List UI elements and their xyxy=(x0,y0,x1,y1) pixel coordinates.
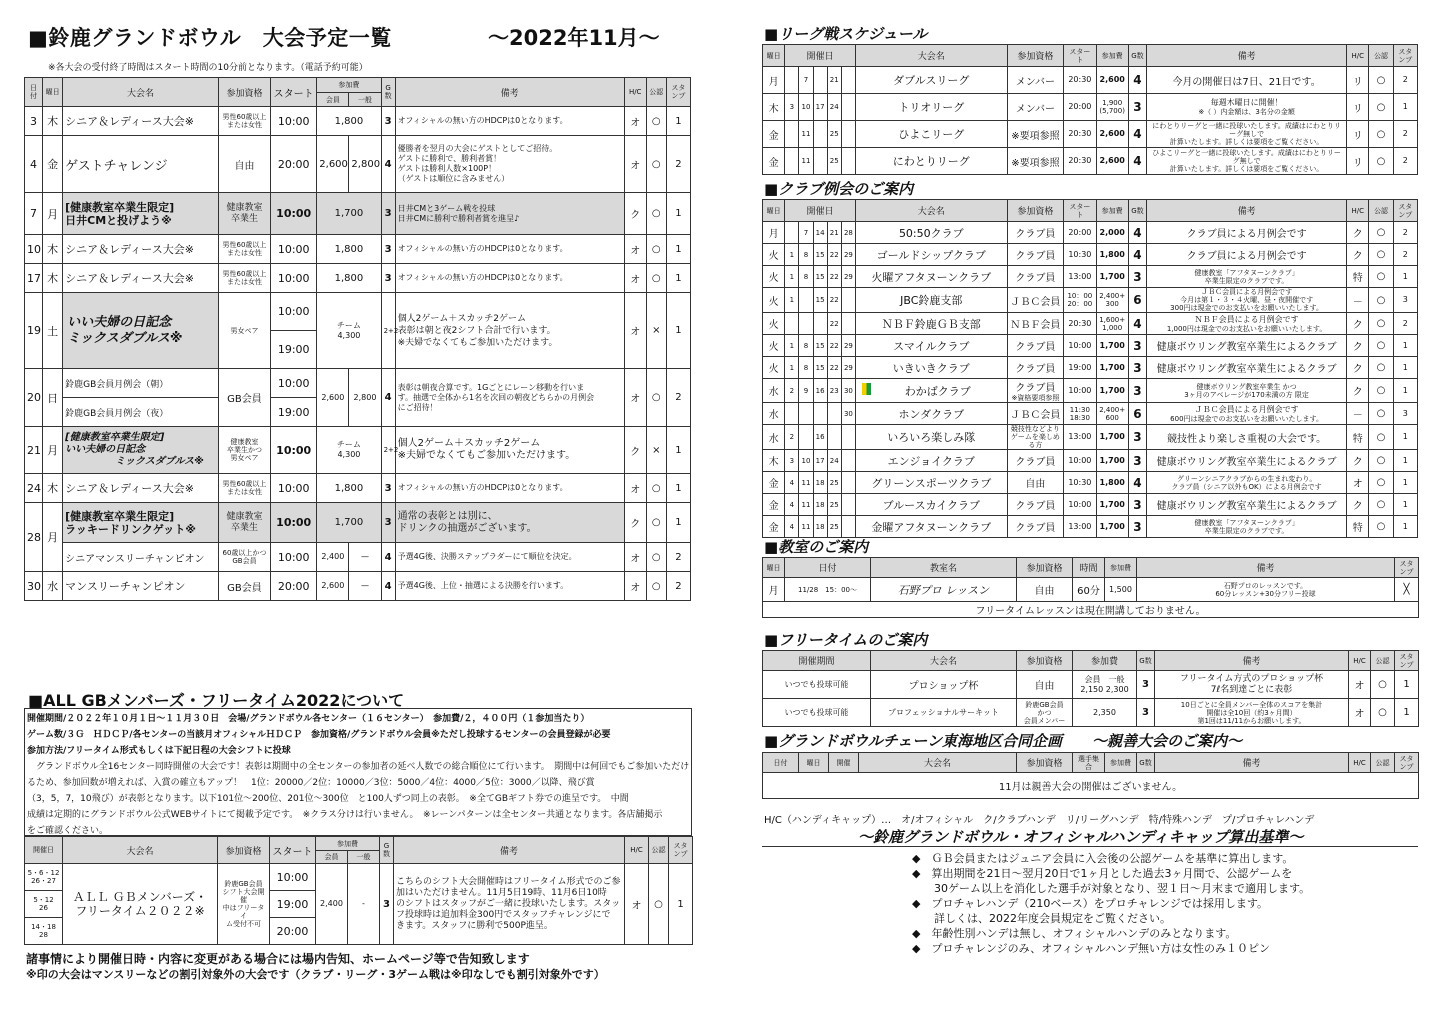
allgb-info-box: 開催期間/２０２２年１０月１日～１１月３０日 会場/グランドボウル各センター（１６センター） 参加費/２，４００円（１参加当たり） ゲーム数/３Ｇ ＨＤＣＰ/各センターの当該月オフィシャルＨＤＣＰ 参加資格/グランドボウル会員※ただし投球するセンターの会員登録が必要 参加方法/フリータイム形式もしくは下記日程の大会シフトに投球 グランドボウル全16センター同時開催の大会です！表彰は期間中の全センターの参加者の延べ人数での総合順位にて行います。 期間中は何回でもご参加いただけ るため、参加回数が増えれば、入賞の確立もアップ！ 1位：20000／2位：10000／3位：5000／4位：4000／5位：3000／以降、飛び賞 （3，5，7，10飛び）が表彰となります。以下101位～200位、201位～300位 と100人ずつ同上の表彰。 ※全てGBギフト券での進呈です。 中間 成績は定期的にグランドボウル公式WEBサイトにて掲載予定です。 ※クラス分けは行いません。 ※レーンパターンは全センター共通となります。各店舗掲示 をご確認ください。 xyxy=(24,708,692,836)
table-row: 3 木 シニア＆レディース大会※ 男性60歳以上または女性 10:00 1,800 3 オフィシャルの無い方のHDCPは0となります。 オ ○ 1 xyxy=(25,107,691,136)
table-row: 月 7 14 21 28 50:50クラブ クラブ員 20:00 2,000 4 クラブ員による月例会です ク ○ 2 xyxy=(763,222,1418,244)
table-row: 4 金 ゲストチャレンジ 自由 20:00 2,600 2,800 4 優勝者を翌月の大会にゲストとしてご招待。 ゲストに勝利で、勝利者賞！ ゲストは勝利人数×100P！ （ゲストは順位に含みません） オ ○ 2 xyxy=(25,136,691,193)
page-month: ～2022年11月～ xyxy=(488,26,660,50)
table-row: いつでも投球可能 プロフェッショナルサーキット 鈴鹿GB会員 かつ 会員メンバー 2,350 3 10日ごとに全員メンバー全体のスコアを集計 開催は全10回（約3ヶ月間） 第1回は11/11からお願いします。 オ ○ 1 xyxy=(763,699,1419,727)
col-g: G数 xyxy=(381,78,395,107)
lesson-title: ■教室のご案内 xyxy=(764,538,869,556)
col-weekday: 曜日 xyxy=(43,78,63,107)
table-row: 火 1 15 22 JBC鈴鹿支部 ＪＢＣ会員 10：00 20：00 2,400+ 300 6 ＪＢＣ会員による月例会です 今月は第１・３・４火曜、昼・夜開催です 300円は現金でのお支払いをお願いいたします。 － ○ 3 xyxy=(763,288,1418,313)
free-table: 開催期間 大会名 参加資格 参加費 G数 備考 H/C 公認 スタンプ いつでも投球可能 プロショップ杯 自由 会員 一般 2,150 2,300 3 フリータイム方式のプロショップ杯 7ℓ名到達ごとに表彰 オ ○ 1 いつでも投球可能 プロフェッショナルサーキット 鈴鹿GB会員 かつ 会員メンバー 2,350 3 10日ごとに全員メンバー全体のスコアを集計 開催は全10回（約3ヶ月間） 第1回は11/11からお願いします。 オ ○ 1 xyxy=(762,650,1419,727)
table-row: 火 1 8 15 22 29 ゴールドシップクラブ クラブ員 10:30 1,800 4 クラブ員による月例会です ク ○ 2 xyxy=(763,244,1418,266)
tokai-empty: 11月は親善大会の開催はございません。 xyxy=(763,773,1419,799)
table-row: 17 木 シニア＆レディース大会※ 男性60歳以上または女性 10:00 1,800 3 オフィシャルの無い方のHDCPは0となります。 オ ○ 1 xyxy=(25,264,691,293)
table-row: 金 4 11 18 25 ブルースカイクラブ クラブ員 10:00 1,700 3 健康ボウリング教室卒業生によるクラブ ク ○ 1 xyxy=(763,494,1418,516)
hdcp-rules: ◆ ＧＢ会員またはジュニア会員に入会後の公認ゲームを基準に算出します。 ◆ 算出期間を21日～翌月20日で1ヶ月とした過去3ヶ月間で、公認ゲームを 30ゲーム以上を消化した選手が対象となり、翌１日～月末まで適用します。 ◆ プロチャレハンデ（210ベース）をプロチャレンジでは採用します。 詳しくは、2022年度会員規定をご覧ください。 ◆ 年齢性別ハンデは無し、オフィシャルハンデのみとなります。 ◆ プロチャレンジのみ、オフィシャルハンデ無い方は女性のみ１０ピン xyxy=(912,852,1311,955)
table-row: 20 日 鈴鹿GB会員月例会（朝） GB会員 10:00 2,600 2,800 4 表彰は朝夜合算です。1Gごとにレーン移動を行いま す。抽選で全体から1名を次回の朝夜どちらかの月例会 にご招待！ オ ○ 2 xyxy=(25,369,691,398)
table-row: 金 11 25 ひよこリーグ ※要項参照 20:30 2,600 4 にわとりリーグと一緒に投球いたします。成績はにわとりリーグ無しで 計算いたします。詳しくは要項をご覧ください。 リ ○ 2 xyxy=(763,121,1418,148)
table-row: 28 月 [健康教室卒業生限定] ラッキードリンクゲット※ 健康教室 卒業生 10:00 1,700 3 通常の表彰とは別に、 ドリンクの抽選がございます。 ク ○ 1 xyxy=(25,503,691,543)
table-row: 火 1 8 15 22 29 スマイルクラブ クラブ員 10:00 1,700 3 健康ボウリング教室卒業生によるクラブ ク ○ 1 xyxy=(763,335,1418,357)
col-hc: H/C xyxy=(624,78,646,107)
col-note: 備考 xyxy=(395,78,624,107)
table-row: 19 土 いい夫婦の日記念 ミックスダブルス※ 男女ペア 10:00 チーム 4,300 2+2 個人2ゲーム＋スカッチ2ゲーム 表彰は朝と夜2シフト合計で行います。 ※夫婦でなくてもご参加いただけます。 オ × 1 xyxy=(25,293,691,331)
col-fee: 参加費 xyxy=(317,78,381,93)
col-stamp: スタンプ xyxy=(666,78,690,107)
hdcp-divider xyxy=(762,846,1418,847)
table-row: 7 月 [健康教室卒業生限定] 日井CMと投げよう※ 健康教室 卒業生 10:00 1,700 3 日井CMと3ゲーム戦を投球 日井CMに勝利で勝利者賞を進呈♪ ク ○ 1 xyxy=(25,193,691,235)
hc-legend: H/C（ハンディキャップ）… オ/オフィシャル ク/クラブハンデ リ/リーグハンデ 特/特殊ハンデ プ/プロチャレハンデ xyxy=(764,815,1315,826)
table-row: 木 3 10 17 24 トリオリーグ メンバー 20:00 1,900 (5,700) 3 毎週木曜日に開催！ ※（ ）内金額は、3名分の金額 リ ○ 1 xyxy=(763,94,1418,121)
footer-note-2: ※印の大会はマンスリーなどの割引対象外の大会です（クラブ・リーグ・3ゲーム戦は※印なしでも割引対象外です） xyxy=(26,968,605,981)
free-title: ■フリータイムのご案内 xyxy=(764,631,928,649)
table-row: 金 4 11 18 25 金曜アフタヌーンクラブ クラブ員 13:00 1,700 3 健康教室「アフタヌーンクラブ」 卒業生限定のクラブです。 特 ○ 1 xyxy=(763,516,1418,538)
table-row: 木 3 10 17 24 エンジョイクラブ クラブ員 10:00 1,700 3 健康ボウリング教室卒業生によるクラブ ク ○ 1 xyxy=(763,450,1418,472)
col-qual: 参加資格 xyxy=(218,78,270,107)
table-row: 火 22 ＮＢＦ鈴鹿ＧＢ支部 ＮＢＦ会員 20:30 1,600+ 1,000 4 ＮＢＦ会員による月例会です 1,000円は現金でのお支払いをお願いいたします。 ク ○ 2 xyxy=(763,313,1418,335)
table-row: 24 木 シニア＆レディース大会※ 男性60歳以上または女性 10:00 1,800 3 オフィシャルの無い方のHDCPは0となります。 オ ○ 1 xyxy=(25,474,691,503)
table-row: 火 1 8 15 22 29 火曜アフタヌーンクラブ クラブ員 13:00 1,700 3 健康教室「アフタヌーンクラブ」 卒業生限定のクラブです。 特 ○ 1 xyxy=(763,266,1418,288)
league-table: 曜日 開催日 大会名 参加資格 スタート 参加費 G数 備考 H/C 公認 スタンプ 月 7 21 ダブルスリーグ メンバー 20:30 2,600 4 今月の開催日は7日、21日です。 リ ○ 2 木 3 10 17 24 トリオリーグ メンバー 20:00 1,900 (5,700) 3 毎週木曜日に開催！ ※（ ）内金額は、3名分の金額 リ ○ 1 金 11 25 ひよこリーグ ※要項参照 20:30 2,600 4 にわとりリーグと一緒に投球いたします。成績はにわとりリーグ無しで 計算いたします。詳しくは要項をご覧ください。 リ ○ 2 金 11 25 にわとりリーグ ※要項参照 20:30 2,600 4 ひよこリーグと一緒に投球いたします。成績はにわとりリーグ無しで 計算いたします。詳しくは要項をご覧ください。 リ ○ 2 xyxy=(762,44,1418,175)
club-table: 曜日 開催日 大会名 参加資格 スタート 参加費 G数 備考 H/C 公認 スタンプ 月 7 14 21 28 50:50クラブ クラブ員 20:00 2,000 4 クラブ員による月例会です ク ○ 2 火 1 8 15 22 29 ゴールドシップクラブ クラブ員 10:30 1,800 4 クラブ員による月例会です ク ○ 2 火 1 8 15 22 29 火曜アフタヌーンクラブ クラブ員 13:00 1,700 3 健康教室「アフタヌーンクラブ」 卒業生限定のクラブです。 特 ○ 1 火 1 15 22 JBC鈴鹿支部 ＪＢＣ会員 10：00 20：00 2,400+ 300 6 ＪＢＣ会員による月例会です 今月は第１・３・４火曜、昼・夜開催です 300円は現金でのお支払いをお願いいたします。 － ○ 3 火 22 ＮＢＦ鈴鹿ＧＢ支部 ＮＢＦ会員 20:30 1,600+ 1,000 4 ＮＢＦ会員による月例会です 1,000円は現金でのお支払いをお願いいたします。 ク ○ 2 火 1 8 15 22 29 スマイルクラブ クラブ員 10:00 1,700 3 健康ボウリング教室卒業生によるクラブ ク ○ 1 火 1 8 15 22 29 いきいきクラブ クラブ員 19:00 1,700 3 健康ボウリング教室卒業生によるクラブ ク ○ 1 水 2 9 16 23 30 わかばクラブ クラブ員 ※資格要項参照 10:00 1,700 3 健康ボウリング教室卒業生 かつ 3ヶ月のアベレージが170未満の方 限定 ク ○ 1 水 30 ホンダクラブ ＪＢＣ会員 11:30 18:30 2,400+ 600 6 ＪＢＣ会員による月例会です 600円は現金でのお支払いをお願いいたします。 － ○ 3 水 2 16 いろいろ楽しみ隊 競技性などよりゲームを楽しめる方 13:00 1,700 3 競技性より楽しさ重視の大会です。 特 ○ 1 木 3 10 17 24 エンジョイクラブ クラブ員 10:00 1,700 3 健康ボウリング教室卒業生によるクラブ ク ○ 1 金 4 11 18 25 グリーンスポーツクラブ 自由 10:30 1,800 4 グリーンシニアクラブからの生まれ変わり。 クラブ員（シニア以外もOK）による月例会です オ ○ 1 金 4 11 18 25 ブルースカイクラブ クラブ員 10:00 1,700 3 健康ボウリング教室卒業生によるクラブ ク ○ 1 金 4 11 18 25 金曜アフタヌーンクラブ クラブ員 13:00 1,700 3 健康教室「アフタヌーンクラブ」 卒業生限定のクラブです。 特 ○ 1 xyxy=(762,199,1418,538)
table-row: 月 11/28 15：00～ 石野プロ レッスン 自由 60分 1,500 石野プロのレッスンです。 60分レッスン+30分フリー投球 ╳ xyxy=(763,578,1419,602)
lesson-table: 曜日 日付 教室名 参加資格 時間 参加費 備考 スタンプ 月 11/28 15：00～ 石野プロ レッスン 自由 60分 1,500 石野プロのレッスンです。 60分レッスン+30分フリー投球 ╳ フリータイムレッスンは現在開講しておりません。 xyxy=(762,557,1419,618)
tournament-table: 日付 曜日 大会名 参加資格 スタート 参加費 G数 備考 H/C 公認 スタンプ 会員 一般 3 木 シニア＆レディース大会※ 男性60歳以上または女性 10:00 1,800 3 オフィシャルの無い方のHDCPは0となります。 オ ○ 1 4 金 ゲストチャレンジ 自由 20:00 2,600 2,800 4 優勝者を翌月の大会にゲストとしてご招待。 ゲストに勝利で、勝利者賞！ ゲストは勝利人数×100P！ （ゲストは順位に含みません） オ ○ 2 7 月 [健康教室卒業生限定] 日井CMと投げよう※ 健康教室 卒業生 10:00 1,700 3 日井CMと3ゲーム戦を投球 日井CMに勝利で勝利者賞を進呈♪ ク ○ 1 10 木 シニア＆レディース大会※ 男性60歳以上または女性 10:00 1,800 3 オフィシャルの無い方のHDCPは0となります。 オ ○ 1 17 木 シニア＆レディース大会※ 男性60歳以上または女性 10:00 1,800 3 オフィシャルの無い方のHDCPは0となります。 オ ○ 1 19 土 いい夫婦の日記念 ミックスダブルス※ 男女ペア 10:00 チーム 4,300 2+2 個人2ゲーム＋スカッチ2ゲーム 表彰は朝と夜2シフト合計で行います。 ※夫婦でなくてもご参加いただけます。 オ × 1 19:00 20 日 鈴鹿GB会員月例会（朝） GB会員 10:00 2,600 2,800 4 表彰は朝夜合算です。1Gごとにレーン移動を行いま す。抽選で全体から1名を次回の朝夜どちらかの月例会 にご招待！ オ ○ 2 鈴鹿GB会員月例会（夜） 19:00 21 月 [健康教室卒業生限定] いい夫婦の日記念 ミックスダブルス※ 健康教室 卒業生かつ 男女ペア 10:00 チーム 4,300 2+2 個人2ゲーム＋スカッチ2ゲーム ※夫婦でなくてもご参加いただけます。 ク × 1 24 木 シニア＆レディース大会※ 男性60歳以上または女性 10:00 1,800 3 オフィシャルの無い方のHDCPは0となります。 オ ○ 1 28 月 [健康教室卒業生限定] ラッキードリンクゲット※ 健康教室 卒業生 10:00 1,700 3 通常の表彰とは別に、 ドリンクの抽選がございます。 ク ○ 1 シニアマンスリーチャンピオン 60歳以上かつGB会員 10:00 2,400 — 4 予選4G後、決勝ステップラダーにて順位を決定。 オ ○ 2 30 水 マンスリーチャンピオン GB会員 20:00 2,600 — 4 予選4G後、上位・抽選による決勝を行います。 オ ○ 2 xyxy=(24,77,691,601)
table-row: 水 2 9 16 23 30 わかばクラブ クラブ員 ※資格要項参照 10:00 1,700 3 健康ボウリング教室卒業生 かつ 3ヶ月のアベレージが170未満の方 限定 ク ○ 1 xyxy=(763,379,1418,403)
allgb-table: 開催日 大会名 参加資格 スタート 参加費 G数 備考 H/C 公認 スタンプ 会員 一般 5・6・12 26・27 ＡＬＬ ＧＢメンバーズ・ フリータイム２０２２※ 鈴鹿GB会員 シフト大会開催 中はフリータイ ム受付不可 10:00 2,400 - 3 こちらのシフト大会開催時はフリータイム形式でのご参 加はいただけません。11月5日19時、11月6日10時 のシフトはスタッフがご一緒に投球いたします。スタッ フ投球時は追加料金300円でスタッフチャレンジにで きます。スタッフに勝利で500P進呈。 オ ○ 1 5・12 26 19:00 14・18 28 20:00 xyxy=(24,836,693,945)
table-row: いつでも投球可能 プロショップ杯 自由 会員 一般 2,150 2,300 3 フリータイム方式のプロショップ杯 7ℓ名到達ごとに表彰 オ ○ 1 xyxy=(763,671,1419,699)
table-row: 火 1 8 15 22 29 いきいきクラブ クラブ員 19:00 1,700 3 健康ボウリング教室卒業生によるクラブ ク ○ 1 xyxy=(763,357,1418,379)
table-row: 30 水 マンスリーチャンピオン GB会員 20:00 2,600 — 4 予選4G後、上位・抽選による決勝を行います。 オ ○ 2 xyxy=(25,572,691,601)
hdcp-title: ～鈴鹿グランドボウル・オフィシャルハンディキャップ算出基準～ xyxy=(858,828,1304,846)
col-start: スタート xyxy=(271,78,317,107)
col-fee-member: 会員 xyxy=(317,93,349,107)
tokai-table: 日付 曜日 開催 大会名 参加資格 選手集合 参加費 G数 備考 H/C 公認 スタンプ 11月は親善大会の開催はございません。 xyxy=(762,752,1419,799)
tokai-title: ■グランドボウルチェーン東海地区合同企画 ～親善大会のご案内～ xyxy=(764,732,1242,750)
table-row: 10 木 シニア＆レディース大会※ 男性60歳以上または女性 10:00 1,800 3 オフィシャルの無い方のHDCPは0となります。 オ ○ 1 xyxy=(25,235,691,264)
footer-note-1: 諸事情により開催日時・内容に変更がある場合には場内告知、ホームページ等で告知致します xyxy=(26,952,530,966)
table-row: 月 7 21 ダブルスリーグ メンバー 20:30 2,600 4 今月の開催日は7日、21日です。 リ ○ 2 xyxy=(763,67,1418,94)
col-day: 日付 xyxy=(25,78,43,107)
table-row: 21 月 [健康教室卒業生限定] いい夫婦の日記念 ミックスダブルス※ 健康教室 卒業生かつ 男女ペア 10:00 チーム 4,300 2+2 個人2ゲーム＋スカッチ2ゲーム ※夫婦でなくてもご参加いただけます。 ク × 1 xyxy=(25,427,691,474)
header-note: ※各大会の受付終了時間はスタート時間の10分前となります。（電話予約可能） xyxy=(48,63,368,73)
page-title: ■鈴鹿グランドボウル 大会予定一覧 xyxy=(28,26,392,50)
table-row: 水 2 16 いろいろ楽しみ隊 競技性などよりゲームを楽しめる方 13:00 1,700 3 競技性より楽しさ重視の大会です。 特 ○ 1 xyxy=(763,425,1418,450)
col-fee-general: 一般 xyxy=(349,93,381,107)
col-koshiki: 公認 xyxy=(646,78,666,107)
club-title: ■クラブ例会のご案内 xyxy=(764,180,914,198)
beginner-mark-icon xyxy=(862,383,871,395)
league-title: ■リーグ戦スケジュール xyxy=(764,25,928,43)
table-row: 金 11 25 にわとりリーグ ※要項参照 20:30 2,600 4 ひよこリーグと一緒に投球いたします。成績はにわとりリーグ無しで 計算いたします。詳しくは要項をご覧ください。 リ ○ 2 xyxy=(763,148,1418,175)
table-row: 金 4 11 18 25 グリーンスポーツクラブ 自由 10:30 1,800 4 グリーンシニアクラブからの生まれ変わり。 クラブ員（シニア以外もOK）による月例会です オ ○ 1 xyxy=(763,472,1418,494)
allgb-title: ■ALL GBメンバーズ・フリータイム2022について xyxy=(28,691,405,710)
table-row: 水 30 ホンダクラブ ＪＢＣ会員 11:30 18:30 2,400+ 600 6 ＪＢＣ会員による月例会です 600円は現金でのお支払いをお願いいたします。 － ○ 3 xyxy=(763,403,1418,425)
table-row: 5・6・12 26・27 ＡＬＬ ＧＢメンバーズ・ フリータイム２０２２※ 鈴鹿GB会員 シフト大会開催 中はフリータイ ム受付不可 10:00 2,400 - 3 こちらのシフト大会開催時はフリータイム形式でのご参 加はいただけません。11月5日19時、11月6日10時 のシフトはスタッフがご一緒に投球いたします。スタッ フ投球時は追加料金300円でスタッフチャレンジにで きます。スタッフに勝利で500P進呈。 オ ○ 1 xyxy=(25,864,693,891)
table-row: シニアマンスリーチャンピオン 60歳以上かつGB会員 10:00 2,400 — 4 予選4G後、決勝ステップラダーにて順位を決定。 オ ○ 2 xyxy=(25,543,691,572)
lesson-footer: フリータイムレッスンは現在開講しておりません。 xyxy=(763,602,1419,618)
col-name: 大会名 xyxy=(63,78,219,107)
